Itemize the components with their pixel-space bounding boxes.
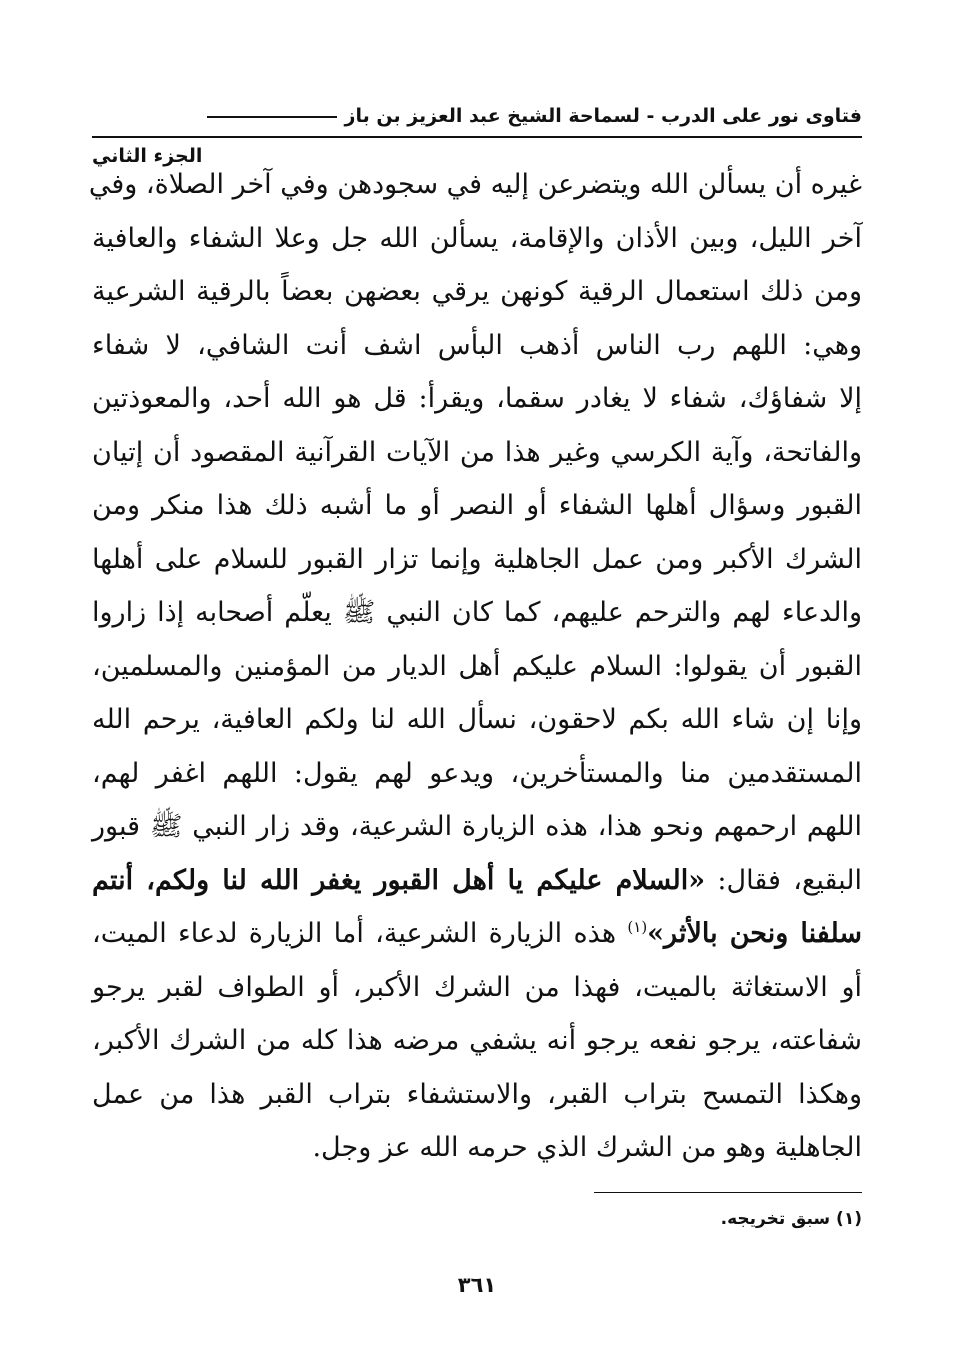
body-line-12: المستقدمين منا والمستأخرين، ويدعو لهم يقول: اللهم اغفر لهم، [92,757,862,789]
body-line-9: والدعاء لهم والترحم عليهم، كما كان النبي ﷺ يعلّم أصحابه إذا زاروا [92,597,862,628]
page-number: ٣٦١ [457,1273,497,1297]
body-line-13: اللهم ارحمهم ونحو هذا، هذه الزيارة الشرعية، وقد زار النبي ﷺ قبور [92,811,862,842]
body-line-15 [92,907,862,961]
footnote-reference[interactable]: (١) [627,918,648,936]
body-line-14 [92,854,862,908]
footnote: (١) سبق تخريجه. [720,1209,862,1229]
body-line-19: الجاهلية وهو من الشرك الذي حرمه الله عز وجل. [312,1132,862,1163]
header-rule [207,116,337,118]
hadith-quote-start: «السلام عليكم يا أهل القبور يغفر الله لنا ولكم، أنتم [92,864,706,896]
body-line-7: القبور وسؤال أهلها الشفاء أو النصر أو ما أشبه ذلك هذا منكر ومن [92,490,862,521]
body-line-5: إلا شفاؤك، شفاء لا يغادر سقما، ويقرأ: قل هو الله أحد، والمعوذتين [92,383,862,414]
body-line-2: آخر الليل، وبين الأذان والإقامة، يسألن الله جل وعلا الشفاء والعافية [92,222,862,254]
hadith-quote-end: سلفنا ونحن بالأثر» [647,918,862,949]
body-line-17: شفاعته، يرجو نفعه يرجو أنه يشفي مرضه هذا كله من الشرك الأكبر، [92,1025,862,1056]
body-line-10: القبور أن يقولوا: السلام عليكم أهل الديار من المؤمنين والمسلمين، [92,650,862,682]
body-line-14-text: البقيع، فقال: [705,864,862,896]
body-line-16: أو الاستغاثة بالميت، فهذا من الشرك الأكبر، أو الطواف لقبر يرجو [92,971,862,1003]
body-line-8: الشرك الأكبر ومن عمل الجاهلية وإنما تزار القبور للسلام على أهلها [92,543,862,575]
body-line-1: غيره أن يسألن الله ويتضرعن إليه في سجودهن وفي آخر الصلاة، وفي [88,169,862,200]
body-line-18: وهكذا التمسح بتراب القبر، والاستشفاء بتراب القبر هذا من عمل [92,1078,862,1110]
fatwa-body-text [88,158,862,1175]
body-line-15-text: هذه الزيارة الشرعية، أما الزيارة لدعاء الميت، [92,918,628,949]
running-header [92,96,862,167]
header-volume: الجزء الثاني [92,145,203,167]
body-line-11: وإنا إن شاء الله بكم لاحقون، نسأل الله لنا ولكم العافية، يرحم الله [92,704,862,735]
header-title: فتاوى نور على الدرب - لسماحة الشيخ عبد العزيز بن باز [344,105,862,127]
footnote-separator [594,1192,862,1193]
body-line-6: والفاتحة، وآية الكرسي وغير هذا من الآيات القرآنية المقصود أن إتيان [92,436,862,468]
body-line-4: وهي: اللهم رب الناس أذهب البأس اشف أنت الشافي، لا شفاء [92,329,862,361]
body-line-3: ومن ذلك استعمال الرقية كونهن يرقي بعضهن بعضاً بالرقية الشرعية [92,276,862,307]
